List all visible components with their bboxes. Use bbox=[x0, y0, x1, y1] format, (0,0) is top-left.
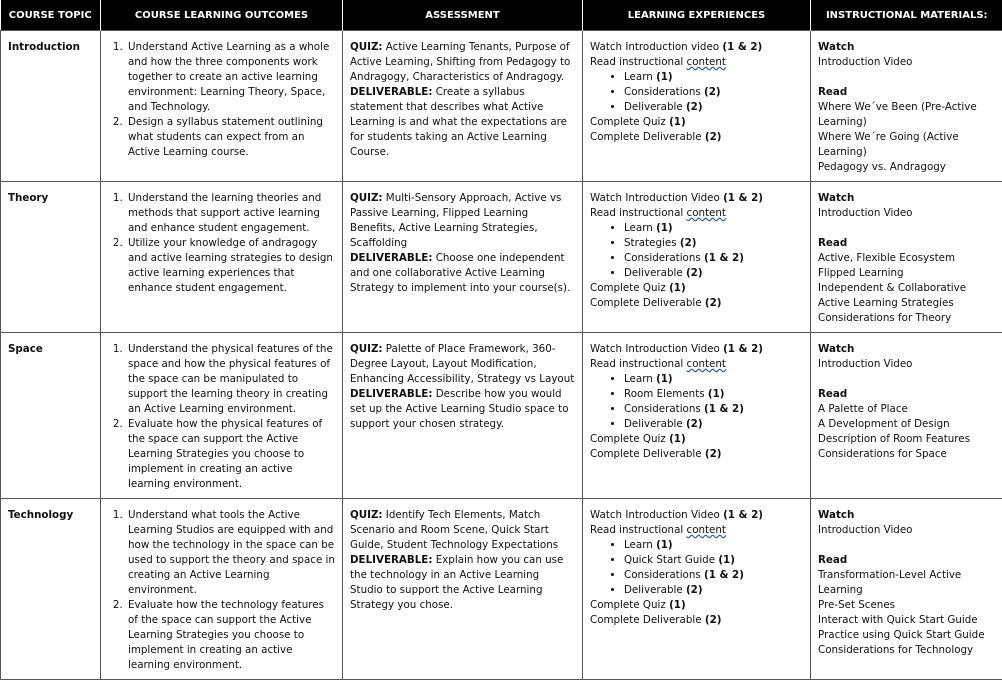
topic-cell: Introduction bbox=[1, 31, 101, 182]
material-item: Introduction Video bbox=[818, 357, 995, 372]
list-item: • Learn (1) bbox=[624, 221, 803, 236]
material-item: Flipped Learning bbox=[818, 266, 995, 281]
table-header bbox=[1, 0, 1002, 31]
topic-cell: Technology bbox=[1, 499, 101, 680]
list-item: • Considerations (1 & 2) bbox=[624, 402, 803, 417]
outcome-item: 2. Utilize your knowledge of andragogy and active learning strategies to design active learning experiences that enhance student engagement. bbox=[126, 236, 335, 296]
deliverable-label: DELIVERABLE: bbox=[350, 554, 432, 566]
read-line bbox=[590, 55, 803, 70]
outcomes-list bbox=[108, 191, 335, 296]
quiz-text: Active Learning Tenants, Purpose of Active Learning, Shifting from Pedagogy to Andragogy, Characteristics of Andragogy. bbox=[350, 41, 570, 83]
material-item: Practice using Quick Start Guide bbox=[818, 628, 995, 643]
outcomes-list bbox=[108, 342, 335, 492]
topic-cell: Theory bbox=[1, 182, 101, 333]
material-item: Where We´ve Been (Pre-Active Learning) bbox=[818, 100, 995, 130]
material-item: Independent & Collaborative Active Learning Strategies bbox=[818, 281, 995, 311]
deliverable-label: DELIVERABLE: bbox=[350, 252, 432, 264]
deliverable-text: Explain how you can use the technology in an Active Learning Studio to support the Active Learning Strategy you chose. bbox=[350, 554, 563, 611]
material-item: Active, Flexible Ecosystem bbox=[818, 251, 995, 266]
list-item: • Considerations (1 & 2) bbox=[624, 251, 803, 266]
material-item: Introduction Video bbox=[818, 206, 995, 221]
material-item: Description of Room Features bbox=[818, 432, 995, 447]
material-item: Considerations for Space bbox=[818, 447, 995, 462]
assessment-cell bbox=[343, 182, 583, 333]
table-row bbox=[1, 499, 1002, 680]
materials-cell bbox=[811, 31, 1002, 182]
list-item: • Strategies (2) bbox=[624, 236, 803, 251]
materials-cell bbox=[811, 499, 1002, 680]
material-item: Where We´re Going (Active Learning) bbox=[818, 130, 995, 160]
outcome-item: 2. Design a syllabus statement outlining what students can expect from an Active Learning course. bbox=[126, 115, 335, 160]
outcome-item: 2. Evaluate how the physical features of the space can support the Active Learning Strategies you choose to implement in creating an active learning environment. bbox=[126, 417, 335, 492]
watch-line bbox=[590, 40, 803, 55]
material-item: Introduction Video bbox=[818, 523, 995, 538]
list-item: • Deliverable (2) bbox=[624, 583, 803, 598]
experiences-cell bbox=[583, 31, 811, 182]
outcomes-list bbox=[108, 40, 335, 160]
content-word: content bbox=[687, 56, 726, 68]
header-instructional-materials: INSTRUCTIONAL MATERIALS: bbox=[811, 0, 1002, 31]
experiences-cell bbox=[583, 182, 811, 333]
materials-cell bbox=[811, 182, 1002, 333]
outcome-item: 1. Understand the learning theories and methods that support active learning and enhance student engagement. bbox=[126, 191, 335, 236]
outcome-item: 1. Understand the physical features of the space and how the physical features of the space can be manipulated to support the learning theory in creating an Active Learning environment. bbox=[126, 342, 335, 417]
experiences-cell bbox=[583, 499, 811, 680]
experience-list bbox=[590, 538, 803, 598]
experiences-cell bbox=[583, 333, 811, 499]
outcomes-list bbox=[108, 508, 335, 673]
material-item: Considerations for Technology bbox=[818, 643, 995, 658]
outcomes-cell bbox=[101, 333, 343, 499]
material-item: A Development of Design bbox=[818, 417, 995, 432]
watch-text: Watch Introduction video bbox=[590, 41, 722, 53]
experience-list bbox=[590, 372, 803, 432]
deliverable-text: Create a syllabus statement that describes what Active Learning is and what the expectations are for students taking an Active Learning Course. bbox=[350, 86, 567, 158]
outcome-item: 1. Understand what tools the Active Learning Studios are equipped with and how the technology in the space can be used to support the theory and space in creating an Active Learning environment. bbox=[126, 508, 335, 598]
deliverable-text: Choose one independent and one collaborative Active Learning Strategy to implement into your course(s). bbox=[350, 252, 570, 294]
watch-heading: Watch bbox=[818, 342, 995, 357]
watch-heading: Watch bbox=[818, 191, 995, 206]
outcomes-cell bbox=[101, 31, 343, 182]
material-item: Pre-Set Scenes bbox=[818, 598, 995, 613]
read-heading: Read bbox=[818, 85, 995, 100]
header-assessment: ASSESSMENT bbox=[343, 0, 583, 31]
read-line: Read instructional content bbox=[590, 206, 803, 221]
material-item: Interact with Quick Start Guide bbox=[818, 613, 995, 628]
materials-cell bbox=[811, 333, 1002, 499]
deliverable-text: Describe how you would set up the Active Learning Studio space to support your chosen strategy. bbox=[350, 388, 569, 430]
list-item: • Learn (1) bbox=[624, 70, 803, 85]
watch-num: (1 & 2) bbox=[722, 41, 762, 53]
topic-cell: Space bbox=[1, 333, 101, 499]
watch-line: Watch Introduction Video (1 & 2) bbox=[590, 508, 803, 523]
material-item: Pedagogy vs. Andragogy bbox=[818, 160, 995, 175]
list-item: • Learn (1) bbox=[624, 538, 803, 553]
outcome-item: 2. Evaluate how the technology features of the space can support the Active Learning Strategies you choose to implement in creating an active learning environment. bbox=[126, 598, 335, 673]
read-heading: Read bbox=[818, 387, 995, 402]
read-heading: Read bbox=[818, 236, 995, 251]
list-item: • Deliverable (2) bbox=[624, 100, 803, 115]
assessment-cell bbox=[343, 31, 583, 182]
read-heading: Read bbox=[818, 553, 995, 568]
experience-list bbox=[590, 221, 803, 281]
list-item: • Deliverable (2) bbox=[624, 266, 803, 281]
quiz-text: Multi-Sensory Approach, Active vs Passive Learning, Flipped Learning Benefits, Active Learning Strategies, Scaffolding bbox=[350, 192, 561, 249]
header-row bbox=[1, 0, 1002, 31]
header-course-topic: COURSE TOPIC bbox=[1, 0, 101, 31]
deliverable-label: DELIVERABLE: bbox=[350, 86, 432, 98]
material-item: Considerations for Theory bbox=[818, 311, 995, 326]
table-row bbox=[1, 333, 1002, 499]
outcome-item: 1. Understand Active Learning as a whole and how the three components work together to create an active learning environment: Learning Theory, Space, and Technology. bbox=[126, 40, 335, 115]
deliverable-line: Complete Deliverable (2) bbox=[590, 296, 803, 311]
deliverable-label: DELIVERABLE: bbox=[350, 388, 432, 400]
deliverable-line: Complete Deliverable (2) bbox=[590, 447, 803, 462]
deliverable-line: Complete Deliverable (2) bbox=[590, 130, 803, 145]
assessment-cell bbox=[343, 333, 583, 499]
quiz-line: Complete Quiz (1) bbox=[590, 281, 803, 296]
read-text: Read instructional bbox=[590, 56, 687, 68]
list-item: • Learn (1) bbox=[624, 372, 803, 387]
material-item: Transformation-Level Active Learning bbox=[818, 568, 995, 598]
experience-list bbox=[590, 70, 803, 115]
header-learning-outcomes: COURSE LEARNING OUTCOMES bbox=[101, 0, 343, 31]
material-item: A Palette of Place bbox=[818, 402, 995, 417]
table-row bbox=[1, 182, 1002, 333]
assessment-cell bbox=[343, 499, 583, 680]
read-line: Read instructional content bbox=[590, 523, 803, 538]
quiz-label: QUIZ: bbox=[350, 192, 383, 204]
deliverable-line: Complete Deliverable (2) bbox=[590, 613, 803, 628]
quiz-label: QUIZ: bbox=[350, 41, 383, 53]
quiz-text: Identify Tech Elements, Match Scenario and Room Scene, Quick Start Guide, Student Technology Expectations bbox=[350, 509, 558, 551]
quiz-label: QUIZ: bbox=[350, 343, 383, 355]
quiz-line: Complete Quiz (1) bbox=[590, 432, 803, 447]
list-item: • Considerations (1 & 2) bbox=[624, 568, 803, 583]
table-row bbox=[1, 31, 1002, 182]
list-item: • Room Elements (1) bbox=[624, 387, 803, 402]
quiz-line: Complete Quiz (1) bbox=[590, 115, 803, 130]
quiz-text: Palette of Place Framework, 360-Degree Layout, Layout Modification, Enhancing Accessibility, Strategy vs Layout bbox=[350, 343, 574, 385]
material-item: Introduction Video bbox=[818, 55, 995, 70]
read-line: Read instructional content bbox=[590, 357, 803, 372]
table-body bbox=[1, 31, 1002, 680]
quiz-line: Complete Quiz (1) bbox=[590, 598, 803, 613]
watch-line: Watch Introduction Video (1 & 2) bbox=[590, 191, 803, 206]
list-item: • Quick Start Guide (1) bbox=[624, 553, 803, 568]
watch-line: Watch Introduction Video (1 & 2) bbox=[590, 342, 803, 357]
header-learning-experiences: LEARNING EXPERIENCES bbox=[583, 0, 811, 31]
watch-heading: Watch bbox=[818, 508, 995, 523]
list-item: • Considerations (2) bbox=[624, 85, 803, 100]
watch-heading: Watch bbox=[818, 40, 995, 55]
outcomes-cell bbox=[101, 499, 343, 680]
outcomes-cell bbox=[101, 182, 343, 333]
quiz-label: QUIZ: bbox=[350, 509, 383, 521]
list-item: • Deliverable (2) bbox=[624, 417, 803, 432]
